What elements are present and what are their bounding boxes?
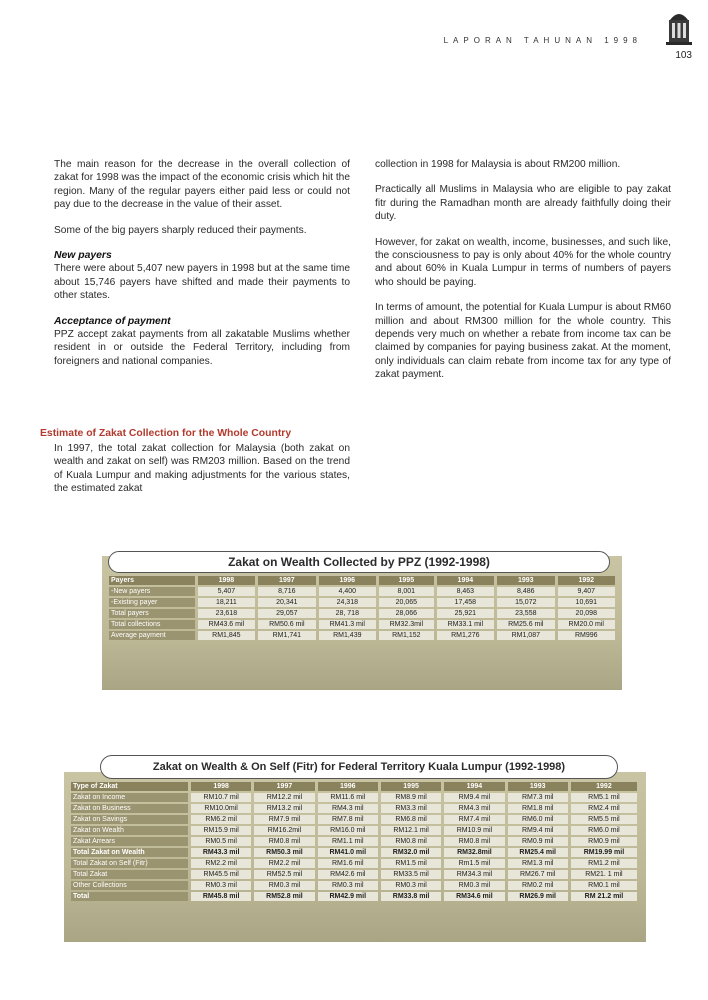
row-label: Average payment — [109, 631, 195, 640]
table-cell: RM34.3 mil — [444, 870, 504, 879]
table-cell: RM6.0 mil — [571, 826, 637, 835]
paragraph: In 1997, the total zakat collection for Malaysia (both zakat on wealth and zakat on self) was RM203 million. Based on the trend of Kuala Lumpur and making adjustments for the various states, the estimated zakat — [54, 443, 350, 495]
paragraph: Some of the big payers sharply reduced their payments. — [54, 224, 307, 236]
table-cell: RM1,087 — [497, 631, 554, 640]
table-cell: RM1.8 mil — [508, 804, 568, 813]
data-table — [106, 574, 618, 642]
table-cell: RM7.9 mil — [254, 815, 314, 824]
table-cell: RM10.7 mil — [191, 793, 251, 802]
table-cell: RM0.3 mil — [381, 881, 441, 890]
table-cell: RM0.9 mil — [508, 837, 568, 846]
table-cell: RM 21.2 mil — [571, 892, 637, 901]
table-cell: RM16.0 mil — [318, 826, 378, 835]
table-cell: RM2.2 mil — [191, 859, 251, 868]
table-cell: RM10.9 mil — [444, 826, 504, 835]
row-label: Other Collections — [71, 881, 188, 890]
table-cell: 28, 718 — [319, 609, 376, 618]
table-row — [71, 793, 637, 802]
row-label: Total — [71, 892, 188, 901]
table-cell: 25,921 — [437, 609, 494, 618]
table-cell: RM34.6 mil — [444, 892, 504, 901]
table-cell: 15,072 — [497, 598, 554, 607]
paragraph: However, for zakat on wealth, income, businesses, and such like, the consciousness to pay is only about 40% for the whole country and about 60% in Kuala Lumpur in terms of numbers of payers who should be paying. — [375, 236, 671, 288]
table-cell: RM33.5 mil — [381, 870, 441, 879]
table-row — [71, 870, 637, 879]
table-cell: RM32.3mil — [379, 620, 434, 629]
table-cell: RM0.1 mil — [571, 881, 637, 890]
paragraph: The main reason for the decrease in the overall collection of zakat for 1998 was the impact of the economic crisis which hit the region. Many of the regular payers either paid less or could not pay due to the decrease in the value of their asset. — [54, 159, 350, 211]
table-row — [109, 598, 615, 607]
table-cell: RM45.5 mil — [191, 870, 251, 879]
table-cell: RM42.6 mil — [318, 870, 378, 879]
table-cell: RM41.0 mil — [318, 848, 378, 857]
table-cell: RM1.3 mil — [508, 859, 568, 868]
table-row — [109, 631, 615, 640]
column-header-year: 1992 — [571, 782, 637, 791]
table-cell: 18,211 — [198, 598, 255, 607]
paragraph: PPZ accept zakat payments from all zakatable Muslims whether resident in or outside the Federal Territory, including from foreigners and national companies. — [54, 329, 350, 367]
row-label: Zakat on Business — [71, 804, 188, 813]
table-cell: RM42.9 mil — [318, 892, 378, 901]
table-cell: RM1,152 — [379, 631, 434, 640]
table-cell: RM5.5 mil — [571, 815, 637, 824]
row-label: -Existing payer — [109, 598, 195, 607]
table-row — [71, 848, 637, 857]
column-header-year: 1995 — [381, 782, 441, 791]
table-cell: RM0.8 mil — [254, 837, 314, 846]
table-cell: RM2.4 mil — [571, 804, 637, 813]
table-row — [71, 892, 637, 901]
table-cell: RM50.3 mil — [254, 848, 314, 857]
table-cell: RM0.3 mil — [444, 881, 504, 890]
table-cell: RM13.2 mil — [254, 804, 314, 813]
table-row — [71, 826, 637, 835]
table-cell: RM20.0 mil — [558, 620, 615, 629]
column-header-year: 1997 — [258, 576, 315, 585]
column-header-year: 1994 — [437, 576, 494, 585]
row-label: Total Zakat on Wealth — [71, 848, 188, 857]
table-cell: RM41.3 mil — [319, 620, 376, 629]
column-header-year: 1994 — [444, 782, 504, 791]
table-cell: RM25.4 mil — [508, 848, 568, 857]
row-label: Total collections — [109, 620, 195, 629]
table-cell: RM9.4 mil — [508, 826, 568, 835]
table-cell: RM12.1 mil — [381, 826, 441, 835]
table-cell: 17,458 — [437, 598, 494, 607]
table-cell: RM50.6 mil — [258, 620, 315, 629]
table-cell: RM0.8 mil — [381, 837, 441, 846]
column-header-year: 1993 — [497, 576, 554, 585]
column-header-year: 1998 — [191, 782, 251, 791]
table-cell: RM0.5 mil — [191, 837, 251, 846]
table-cell: RM0.3 mil — [254, 881, 314, 890]
subheading-new-payers: New payers — [54, 250, 112, 262]
table-cell: RM1,439 — [319, 631, 376, 640]
subheading-acceptance: Acceptance of payment — [54, 315, 171, 327]
table-cell: RM0.3 mil — [318, 881, 378, 890]
table-cell: RM33.8 mil — [381, 892, 441, 901]
table-cell: RM52.5 mil — [254, 870, 314, 879]
table-cell: RM0.9 mil — [571, 837, 637, 846]
table-cell: RM1,276 — [437, 631, 494, 640]
table-cell: 20,098 — [558, 609, 615, 618]
table-cell: RM19.99 mil — [571, 848, 637, 857]
row-label: Zakat on Savings — [71, 815, 188, 824]
estimate-paragraph — [54, 442, 350, 508]
table-title: Zakat on Wealth & On Self (Fitr) for Federal Territory Kuala Lumpur (1992-1998) — [100, 755, 618, 779]
table-cell: RM1,845 — [198, 631, 255, 640]
right-column — [375, 158, 671, 394]
table-row — [71, 881, 637, 890]
paragraph: collection in 1998 for Malaysia is about RM200 million. — [375, 159, 621, 170]
table-cell: RM43.6 mil — [198, 620, 255, 629]
table-cell: RM26.9 mil — [508, 892, 568, 901]
table-cell: 10,691 — [558, 598, 615, 607]
row-label: Zakat on Income — [71, 793, 188, 802]
table-cell: RM4.3 mil — [444, 804, 504, 813]
table-cell: RM26.7 mil — [508, 870, 568, 879]
row-label: Zakat Arrears — [71, 837, 188, 846]
table-cell: RM8.9 mil — [381, 793, 441, 802]
table-cell: RM3.3 mil — [381, 804, 441, 813]
report-title: LAPORAN TAHUNAN 1998 — [443, 36, 642, 45]
table-cell: RM1.2 mil — [571, 859, 637, 868]
table-cell: 5,407 — [198, 587, 255, 596]
row-label: Zakat on Wealth — [71, 826, 188, 835]
table-cell: RM0.2 mil — [508, 881, 568, 890]
column-header-year: 1998 — [198, 576, 255, 585]
table-row — [109, 587, 615, 596]
table-cell: RM43.3 mil — [191, 848, 251, 857]
table-cell: 9,407 — [558, 587, 615, 596]
table-cell: 8,716 — [258, 587, 315, 596]
table-cell: 4,400 — [319, 587, 376, 596]
row-label: -New payers — [109, 587, 195, 596]
table-row — [71, 804, 637, 813]
table-cell: Rm1.5 mil — [444, 859, 504, 868]
column-header-year: 1993 — [508, 782, 568, 791]
table-cell: 20,065 — [379, 598, 434, 607]
table-cell: 23,618 — [198, 609, 255, 618]
table-cell: RM5.1 mil — [571, 793, 637, 802]
table-cell: RM7.3 mil — [508, 793, 568, 802]
left-column — [54, 158, 350, 380]
table-cell: RM1,741 — [258, 631, 315, 640]
paragraph: There were about 5,407 new payers in 1998 but at the same time about 15,746 payers have shifted and made their payments to other states. — [54, 263, 350, 302]
table-cell: RM0.8 mil — [444, 837, 504, 846]
table-row — [71, 815, 637, 824]
table-cell: RM52.8 mil — [254, 892, 314, 901]
table-cell: 8,486 — [497, 587, 554, 596]
paragraph: Practically all Muslims in Malaysia who are eligible to pay zakat fitr during the Ramadhan month are already faithfully doing their duty. — [375, 184, 671, 223]
table-cell: RM6.2 mil — [191, 815, 251, 824]
table-cell: 20,341 — [258, 598, 315, 607]
column-header-year: 1996 — [319, 576, 376, 585]
building-logo-icon — [664, 6, 694, 46]
table-cell: 29,057 — [258, 609, 315, 618]
column-header-year: 1996 — [318, 782, 378, 791]
row-label: Total Zakat — [71, 870, 188, 879]
table-cell: RM7.8 mil — [318, 815, 378, 824]
table-row — [71, 859, 637, 868]
page-number: 103 — [675, 50, 692, 61]
section-heading-estimate: Estimate of Zakat Collection for the Whole Country — [40, 428, 292, 439]
table-cell: 8,463 — [437, 587, 494, 596]
table-cell: RM996 — [558, 631, 615, 640]
column-header-label: Payers — [109, 576, 195, 585]
column-header-year: 1992 — [558, 576, 615, 585]
table-cell: RM0.3 mil — [191, 881, 251, 890]
table-cell: RM15.9 mil — [191, 826, 251, 835]
table-cell: RM33.1 mil — [437, 620, 494, 629]
table-cell: 8,001 — [379, 587, 434, 596]
table-title: Zakat on Wealth Collected by PPZ (1992-1998) — [108, 551, 610, 573]
table-row — [109, 609, 615, 618]
table-cell: RM9.4 mil — [444, 793, 504, 802]
table-row — [109, 620, 615, 629]
table-cell: RM4.3 mil — [318, 804, 378, 813]
table-cell: RM11.6 mil — [318, 793, 378, 802]
table-cell: RM6.8 mil — [381, 815, 441, 824]
table-cell: RM1.6 mil — [318, 859, 378, 868]
column-header-label: Type of Zakat — [71, 782, 188, 791]
table-cell: RM12.2 mil — [254, 793, 314, 802]
table-cell: RM7.4 mil — [444, 815, 504, 824]
table-row — [71, 837, 637, 846]
table-cell: RM1.1 mil — [318, 837, 378, 846]
table-cell: RM21. 1 mil — [571, 870, 637, 879]
table-cell: RM6.0 mil — [508, 815, 568, 824]
row-label: Total payers — [109, 609, 195, 618]
table-cell: RM16.2mil — [254, 826, 314, 835]
column-header-year: 1995 — [379, 576, 434, 585]
table-cell: 24,318 — [319, 598, 376, 607]
table-cell: RM10.0mil — [191, 804, 251, 813]
column-header-year: 1997 — [254, 782, 314, 791]
table-cell: RM32.0 mil — [381, 848, 441, 857]
table-cell: RM25.6 mil — [497, 620, 554, 629]
table-cell: RM45.8 mil — [191, 892, 251, 901]
data-table — [68, 780, 640, 903]
table-cell: RM1.5 mil — [381, 859, 441, 868]
table-cell: 28,066 — [379, 609, 434, 618]
table-cell: RM32.8mil — [444, 848, 504, 857]
table-cell: 23,558 — [497, 609, 554, 618]
row-label: Total Zakat on Self (Fitr) — [71, 859, 188, 868]
paragraph: In terms of amount, the potential for Kuala Lumpur is about RM60 million and about RM300 million for the whole country. This depends very much on whether a rebate from income tax can be claimed by companies for paying business zakat. At the moment, only individuals can claim rebate from income tax for any type of zakat payment. — [375, 302, 671, 381]
table-cell: RM2.2 mil — [254, 859, 314, 868]
